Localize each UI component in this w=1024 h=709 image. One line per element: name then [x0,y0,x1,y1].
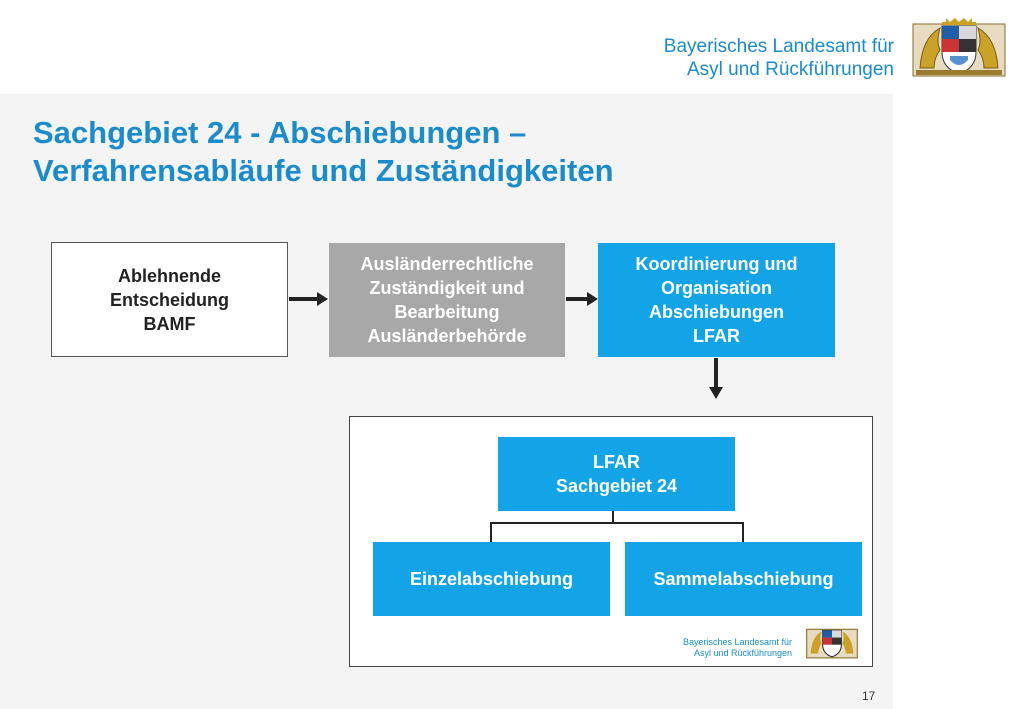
footer-organization-name [683,637,792,659]
lfar-coordination-label: Koordinierung und Organisation Abschiebungen LFAR [635,254,798,346]
bavarian-coat-of-arms-small-logo [806,626,858,659]
footer-org-line1: Bayerisches Landesamt für [683,637,793,647]
org-name-line1: Bayerisches Landesamt für [663,36,894,57]
collective-deportation-label: Sammelabschiebung [653,569,834,589]
arrow-down-icon [709,358,723,399]
slide-title-line1: Sachgebiet 24 - Abschiebungen – [33,115,527,150]
slide-title-line2: Verfahrensabläufe und Zuständigkeiten [33,153,614,188]
arrow-right-icon [566,292,598,306]
immigration-authority-label: Ausländerrechtliche Zuständigkeit und Bearbeitung Ausländerbehörde [360,254,534,346]
org-name-line2: Asyl und Rückführungen [686,59,894,80]
lfar-section-label: LFAR Sachgebiet 24 [555,452,678,496]
page-number: 17 [862,689,876,703]
arrow-right-icon [289,292,328,306]
footer-org-line2: Asyl und Rückführungen [694,648,793,658]
single-deportation-label: Einzelabschiebung [409,569,574,589]
bamf-decision-label: Ablehnende Entscheidung BAMF [109,265,229,334]
